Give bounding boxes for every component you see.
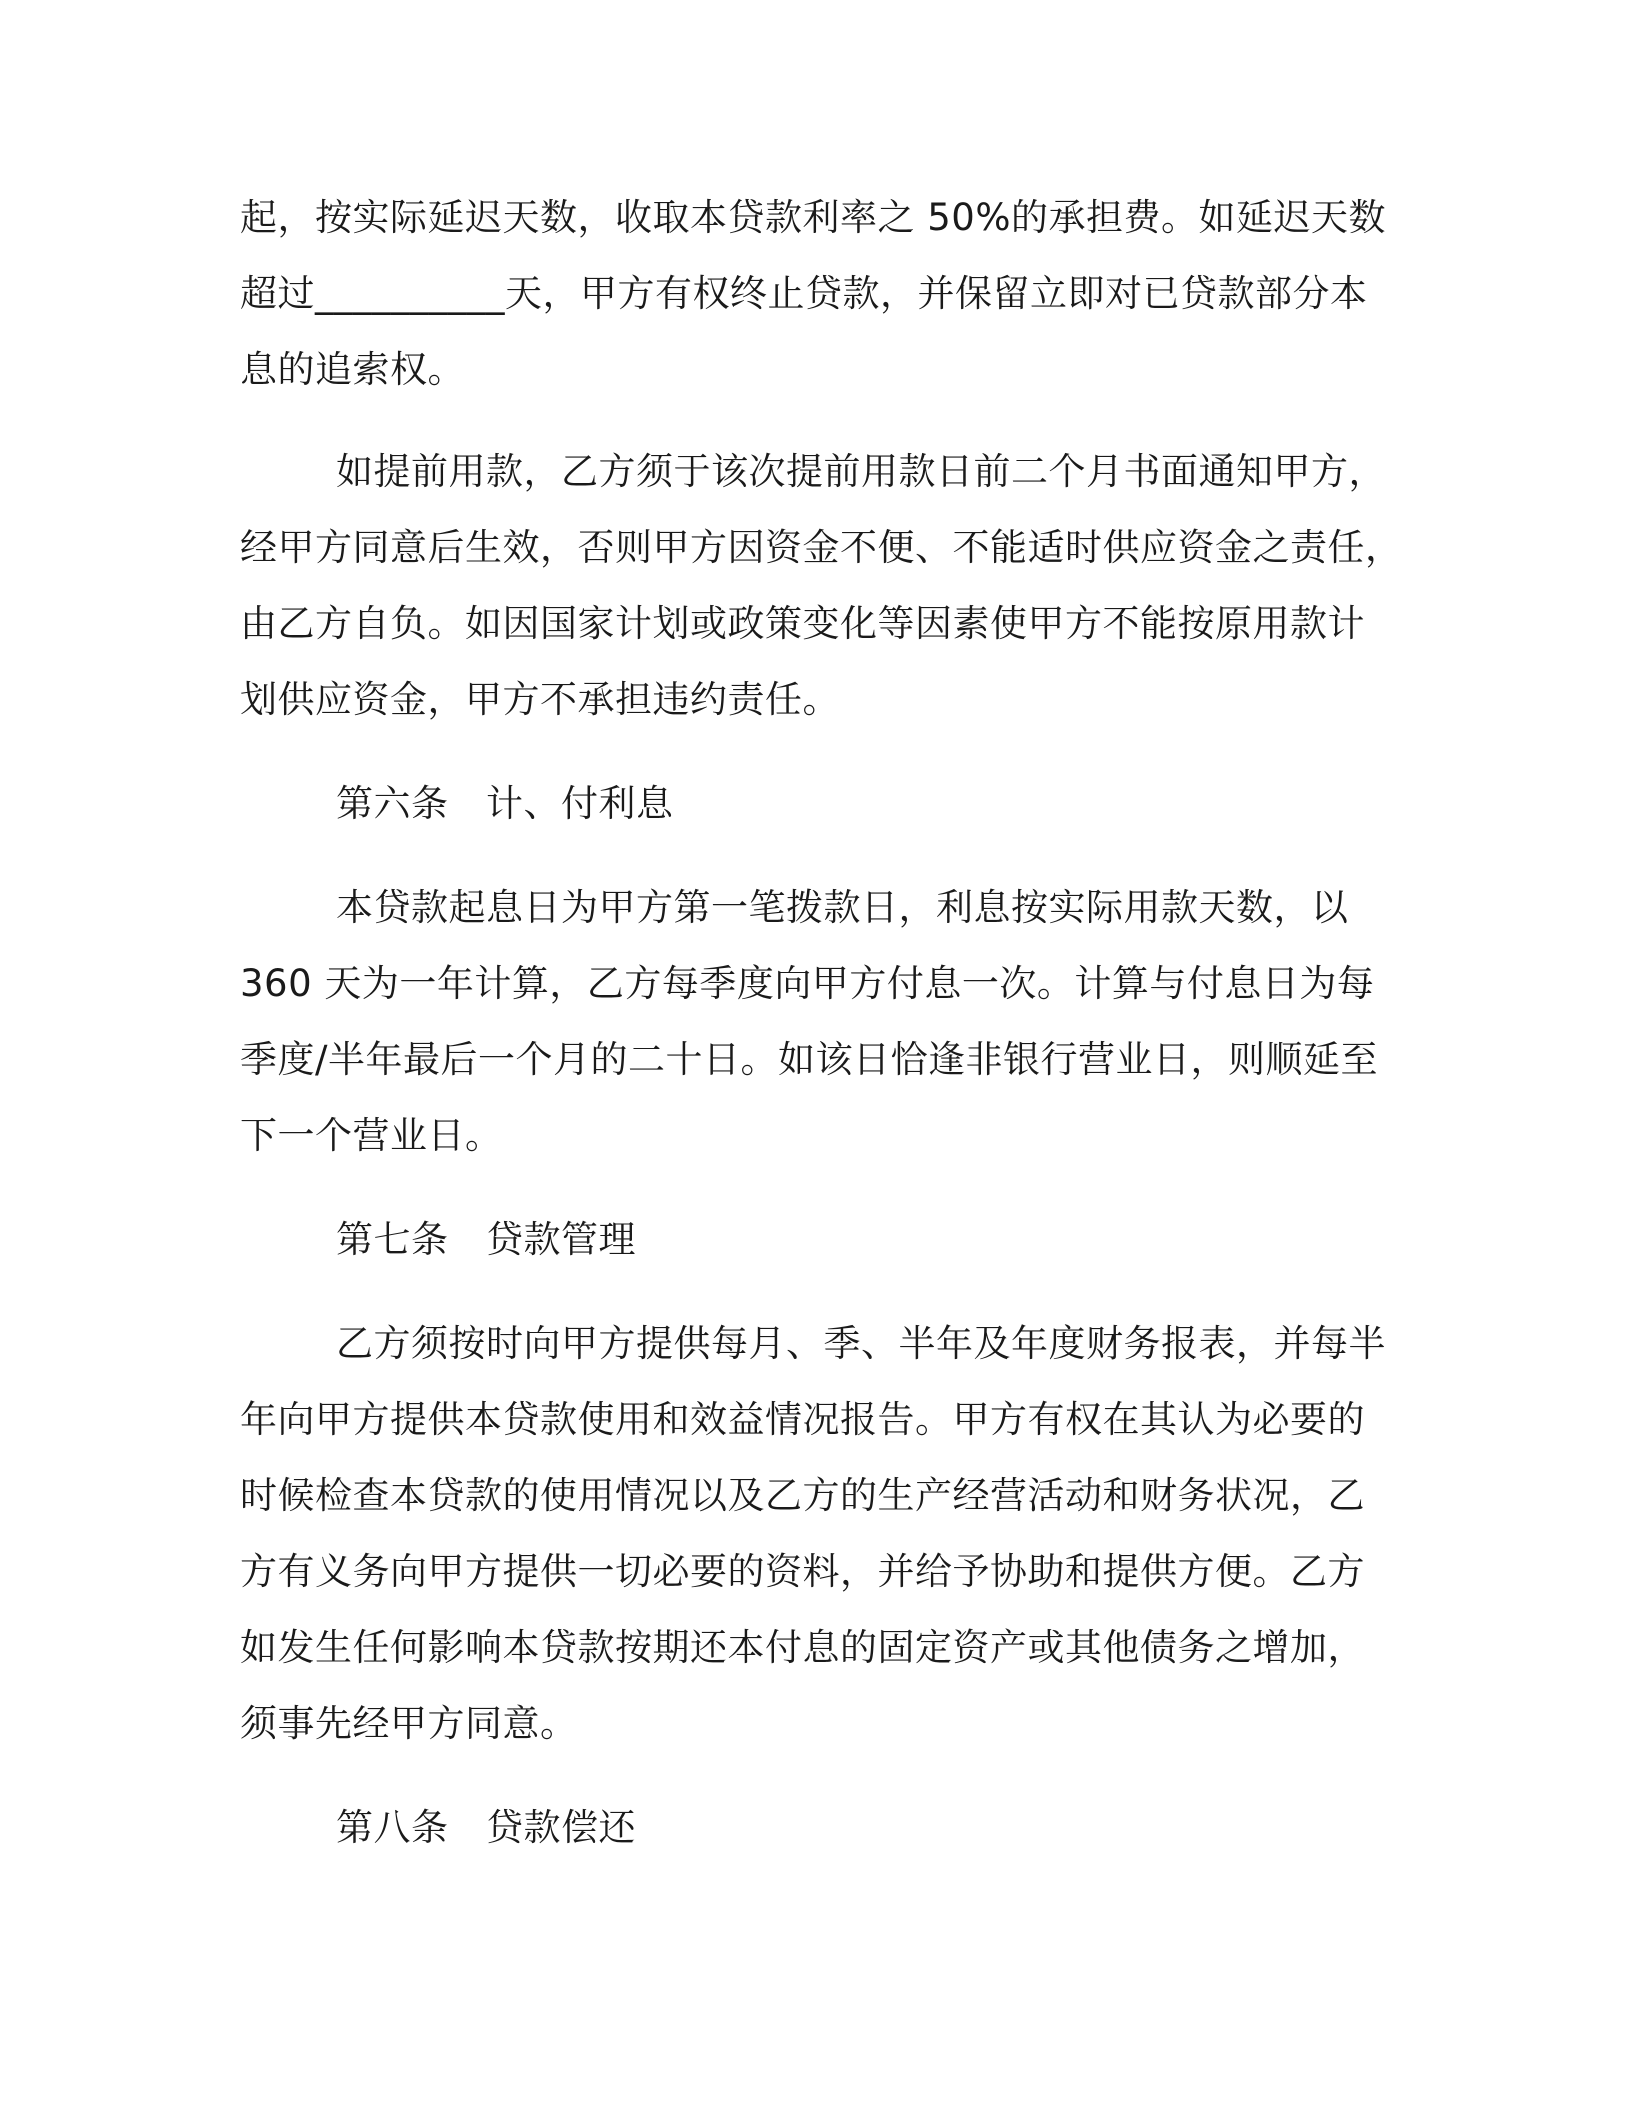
paragraph-2-line-2: 经甲方同意后生效，否则甲方因资金不便、不能适时供应资金之责任， bbox=[240, 526, 1403, 569]
paragraph-1-line-2: 超过__________天，甲方有权终止贷款，并保留立即对已贷款部分本 bbox=[240, 272, 1368, 315]
paragraph-2-line-3: 由乙方自负。如因国家计划或政策变化等因素使甲方不能按原用款计 bbox=[240, 602, 1365, 645]
paragraph-1-line-1: 起，按实际延迟天数，收取本贷款利率之 50%的承担费。如延迟天数 bbox=[240, 196, 1386, 239]
paragraph-3-line-4: 下一个营业日。 bbox=[240, 1114, 503, 1157]
paragraph-2-line-4: 划供应资金，甲方不承担违约责任。 bbox=[240, 678, 840, 721]
paragraph-1-line-3: 息的追索权。 bbox=[240, 348, 465, 391]
paragraph-4-line-6: 须事先经甲方同意。 bbox=[240, 1702, 578, 1745]
paragraph-4-line-5: 如发生任何影响本贷款按期还本付息的固定资产或其他债务之增加， bbox=[240, 1626, 1365, 1669]
article-7-heading: 第七条 贷款管理 bbox=[336, 1218, 636, 1261]
paragraph-3-line-2: 360 天为一年计算，乙方每季度向甲方付息一次。计算与付息日为每 bbox=[240, 962, 1375, 1005]
article-8-heading: 第八条 贷款偿还 bbox=[336, 1806, 636, 1849]
paragraph-4-line-1: 乙方须按时向甲方提供每月、季、半年及年度财务报表，并每半 bbox=[336, 1322, 1386, 1365]
paragraph-3-line-3: 季度/半年最后一个月的二十日。如该日恰逢非银行营业日，则顺延至 bbox=[240, 1038, 1378, 1081]
paragraph-4-line-4: 方有义务向甲方提供一切必要的资料，并给予协助和提供方便。乙方 bbox=[240, 1550, 1365, 1593]
paragraph-4-line-2: 年向甲方提供本贷款使用和效益情况报告。甲方有权在其认为必要的 bbox=[240, 1398, 1365, 1441]
paragraph-2-line-1: 如提前用款，乙方须于该次提前用款日前二个月书面通知甲方， bbox=[336, 450, 1386, 493]
article-6-heading: 第六条 计、付利息 bbox=[336, 782, 674, 825]
paragraph-4-line-3: 时候检查本贷款的使用情况以及乙方的生产经营活动和财务状况，乙 bbox=[240, 1474, 1365, 1517]
paragraph-3-line-1: 本贷款起息日为甲方第一笔拨款日，利息按实际用款天数，以 bbox=[336, 886, 1349, 929]
